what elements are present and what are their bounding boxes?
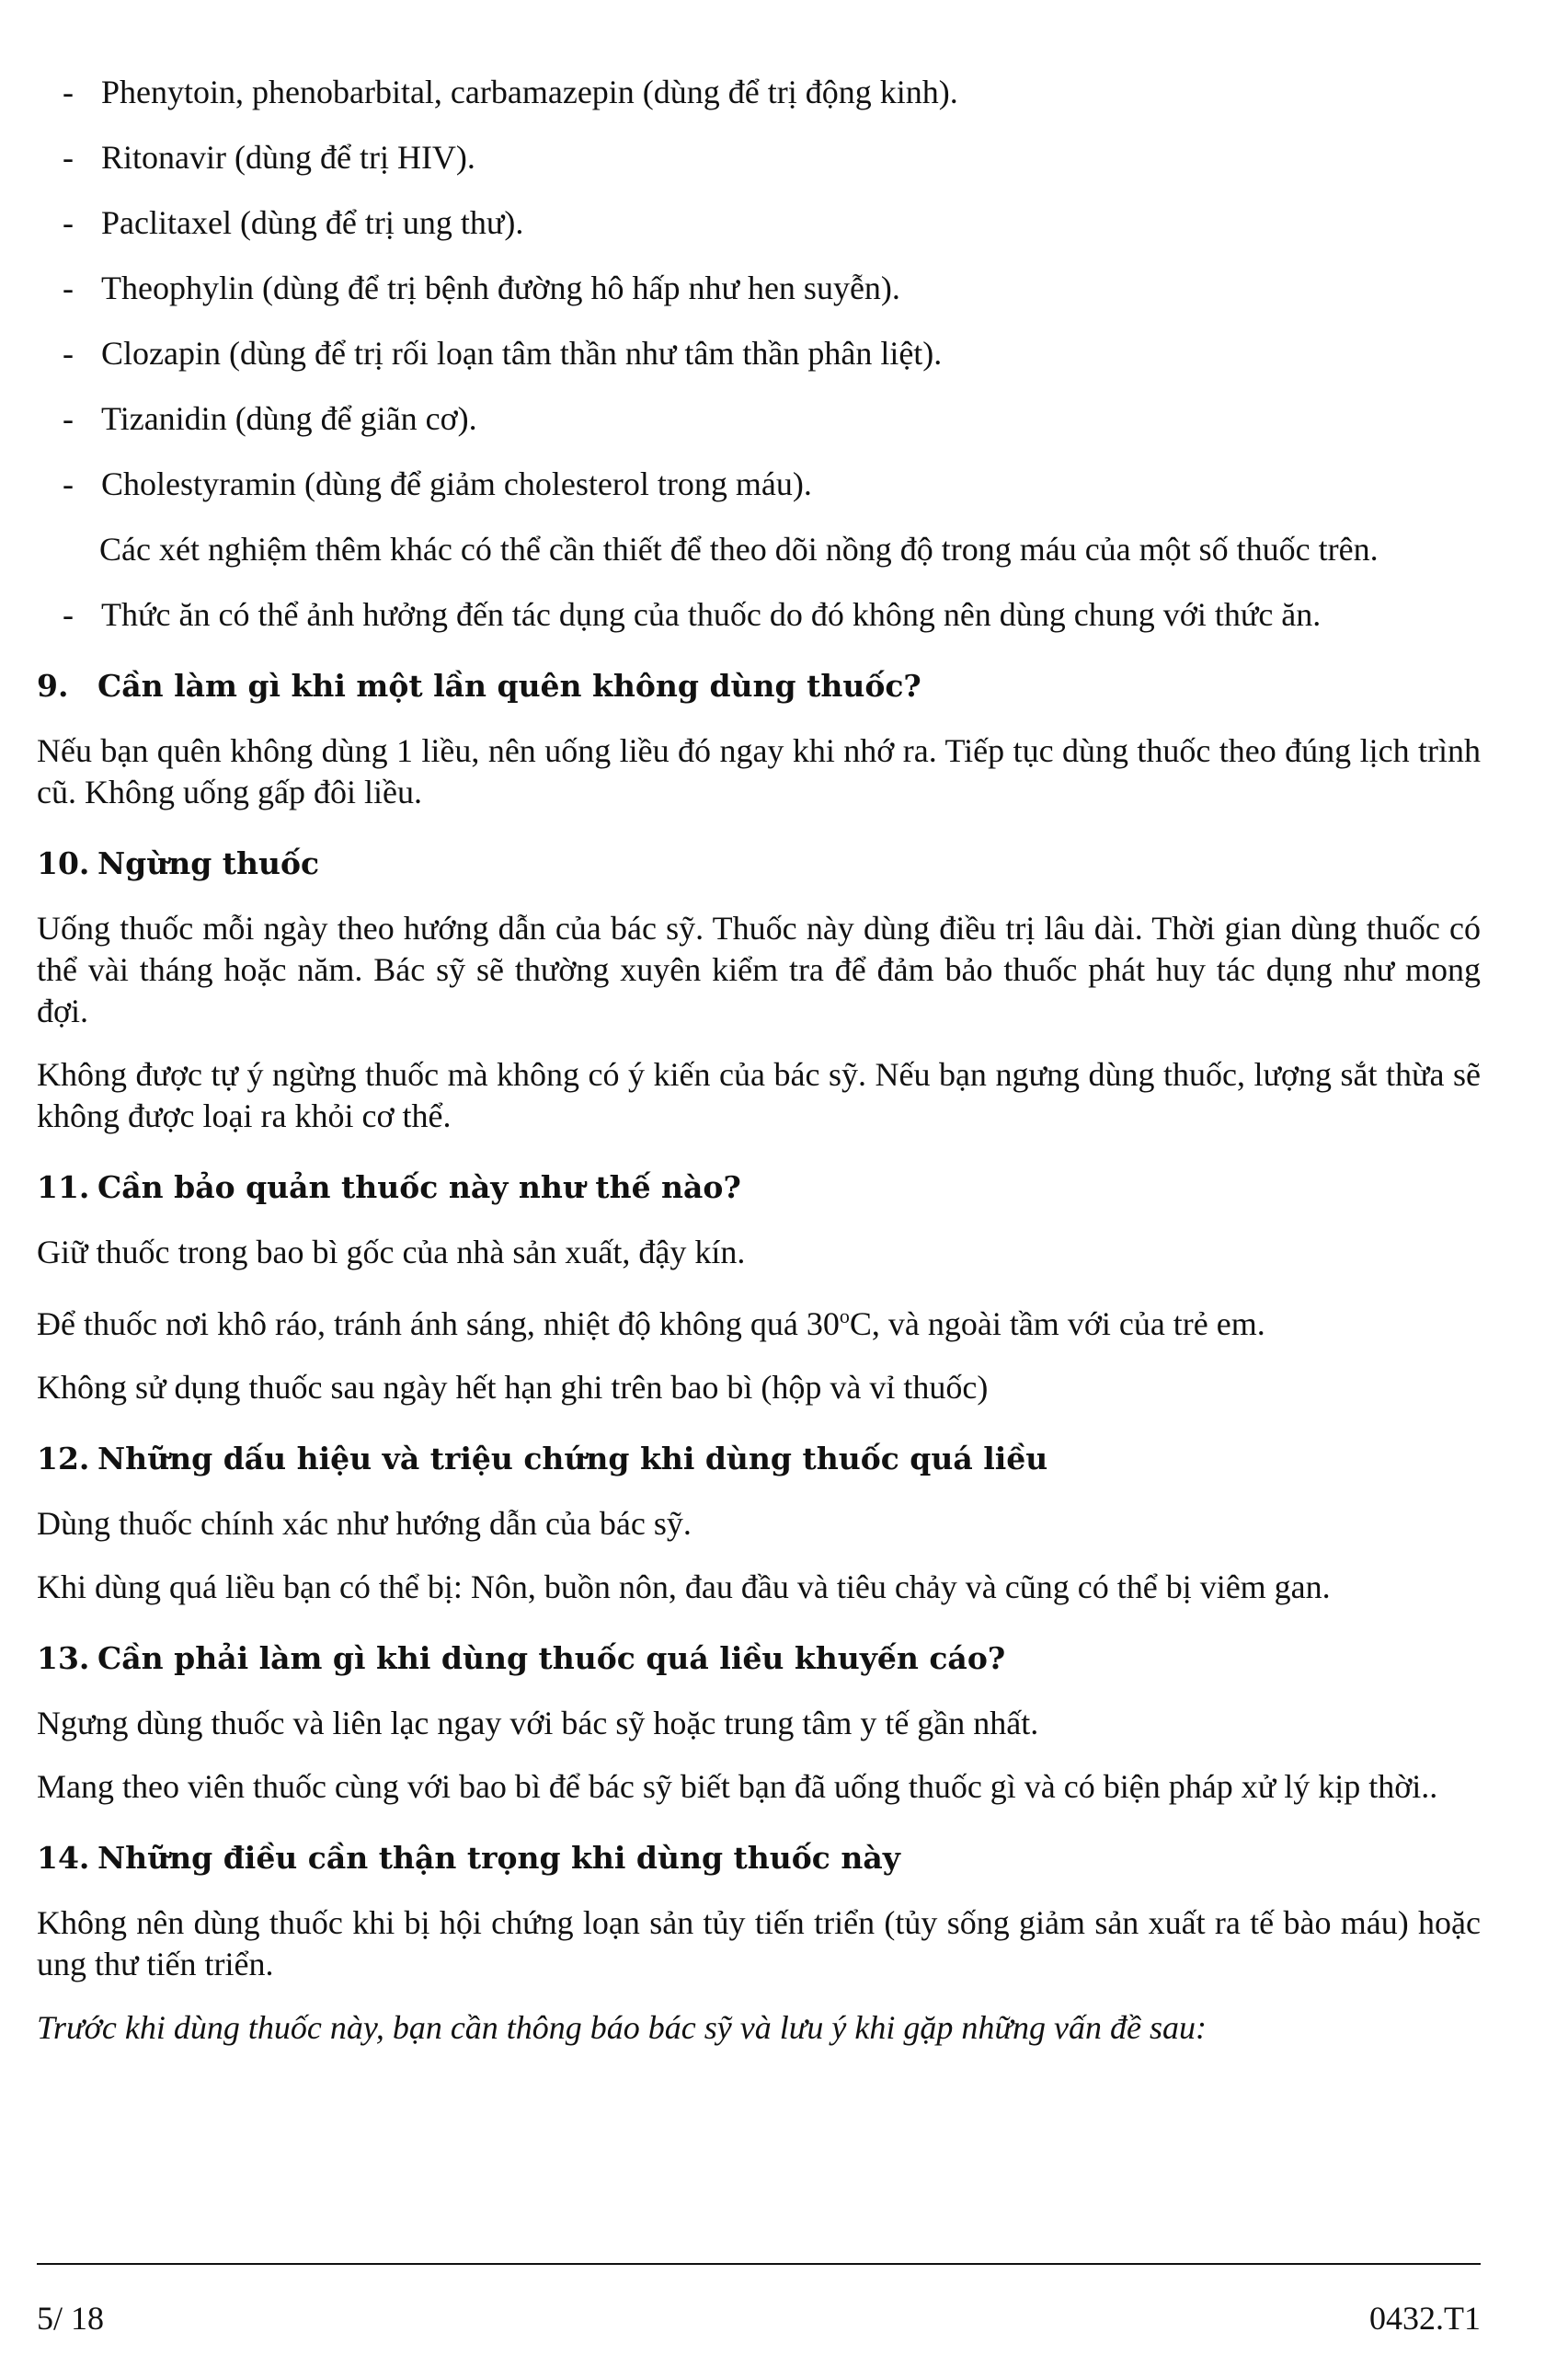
section-14-paragraph-1: Không nên dùng thuốc khi bị hội chứng loạn sản tủy tiến triển (tủy sống giảm sản xuất ra tế bào máu) hoặc ung thư tiến triển. bbox=[37, 1904, 1481, 1982]
document-page bbox=[37, 72, 1481, 2071]
list-item: - Clozapin (dùng để trị rối loạn tâm thần như tâm thần phân liệt). bbox=[63, 335, 943, 372]
footer-divider bbox=[37, 2263, 1481, 2265]
section-13-paragraph-1: Ngưng dùng thuốc và liên lạc ngay với bác sỹ hoặc trung tâm y tế gần nhất. bbox=[37, 1705, 1039, 1741]
section-heading-14: 14. Những điều cần thận trọng khi dùng thuốc này bbox=[37, 1840, 900, 1876]
section-heading-11: 11. Cần bảo quản thuốc này như thế nào? bbox=[37, 1169, 741, 1205]
document-code: 0432.T1 bbox=[1369, 2300, 1481, 2337]
section-11-paragraph-1: Giữ thuốc trong bao bì gốc của nhà sản xuất, đậy kín. bbox=[37, 1234, 746, 1270]
list-item: - Phenytoin, phenobarbital, carbamazepin (dùng để trị động kinh). bbox=[63, 74, 958, 110]
list-item: - Thức ăn có thể ảnh hưởng đến tác dụng của thuốc do đó không nên dùng chung với thức ăn. bbox=[63, 596, 1322, 633]
section-heading-9: 9. Cần làm gì khi một lần quên không dùng thuốc? bbox=[37, 668, 921, 704]
list-item: - Ritonavir (dùng để trị HIV). bbox=[63, 139, 475, 176]
list-item: - Paclitaxel (dùng để trị ung thư). bbox=[63, 204, 524, 241]
section-heading-12: 12. Những dấu hiệu và triệu chứng khi dùng thuốc quá liều bbox=[37, 1441, 1048, 1476]
section-12-paragraph-1: Dùng thuốc chính xác như hướng dẫn của bác sỹ. bbox=[37, 1505, 692, 1542]
section-13-paragraph-2: Mang theo viên thuốc cùng với bao bì để bác sỹ biết bạn đã uống thuốc gì và có biện pháp xử lý kịp thời.. bbox=[37, 1768, 1438, 1805]
section-9-paragraph: Nếu bạn quên không dùng 1 liều, nên uống liều đó ngay khi nhớ ra. Tiếp tục dùng thuốc theo đúng lịch trình cũ. Không uống gấp đôi liều. bbox=[37, 732, 1481, 810]
food-list bbox=[37, 594, 1481, 636]
page-number: 5/ 18 bbox=[37, 2300, 105, 2337]
section-10-paragraph-1: Uống thuốc mỗi ngày theo hướng dẫn của bác sỹ. Thuốc này dùng điều trị lâu dài. Thời gian dùng thuốc có thể vài tháng hoặc năm. Bác sỹ sẽ thường xuyên kiểm tra để đảm bảo thuốc phát huy tác dụng như mong đợi. bbox=[37, 910, 1481, 1029]
section-heading-13: 13. Cần phải làm gì khi dùng thuốc quá liều khuyến cáo? bbox=[37, 1640, 1006, 1676]
drug-interaction-list bbox=[37, 72, 1481, 505]
list-item: - Cholestyramin (dùng để giảm cholesterol trong máu). bbox=[63, 465, 812, 502]
list-item: - Tizanidin (dùng để giãn cơ). bbox=[63, 400, 477, 437]
section-10-paragraph-2: Không được tự ý ngừng thuốc mà không có ý kiến của bác sỹ. Nếu bạn ngưng dùng thuốc, lượng sắt thừa sẽ không được loại ra khỏi cơ thể. bbox=[37, 1056, 1481, 1134]
section-11-paragraph-3: Không sử dụng thuốc sau ngày hết hạn ghi trên bao bì (hộp và vỉ thuốc) bbox=[37, 1369, 989, 1406]
section-11-paragraph-2: Để thuốc nơi khô ráo, tránh ánh sáng, nhiệt độ không quá 30$^o$C, và ngoài tầm với của trẻ em. bbox=[37, 1304, 1265, 1342]
section-heading-10: 10. Ngừng thuốc bbox=[37, 845, 320, 881]
list-item: - Theophylin (dùng để trị bệnh đường hô hấp như hen suyễn). bbox=[63, 270, 900, 306]
section-14-paragraph-2: Trước khi dùng thuốc này, bạn cần thông báo bác sỹ và lưu ý khi gặp những vấn đề sau: bbox=[37, 2009, 1207, 2046]
section-12-paragraph-2: Khi dùng quá liều bạn có thể bị: Nôn, buồn nôn, đau đầu và tiêu chảy và cũng có thể bị viêm gan. bbox=[37, 1568, 1331, 1605]
tests-note: Các xét nghiệm thêm khác có thể cần thiết để theo dõi nồng độ trong máu của một số thuốc trên. bbox=[99, 531, 1379, 568]
